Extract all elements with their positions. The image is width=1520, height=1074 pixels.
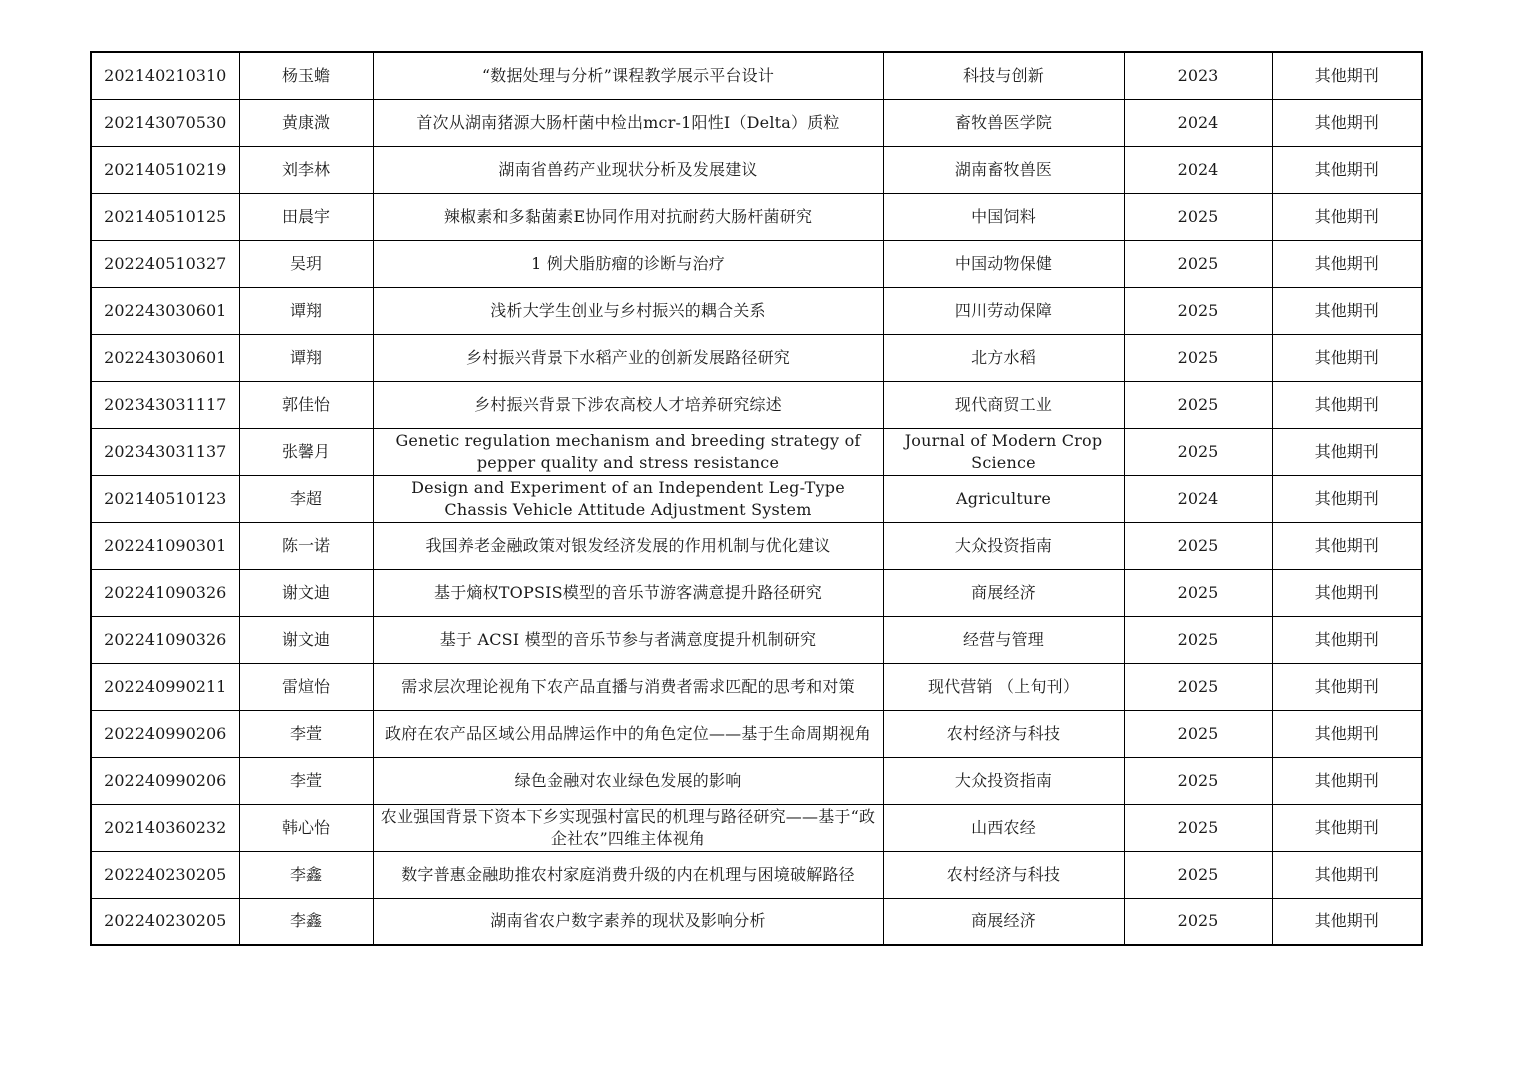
- category-cell: 其他期刊: [1272, 334, 1422, 381]
- paper-title-cell: 基于 ACSI 模型的音乐节参与者满意度提升机制研究: [373, 616, 883, 663]
- author-name-cell: 谭翔: [239, 287, 373, 334]
- student-id-cell: 202241090301: [91, 522, 239, 569]
- journal-name-cell: 现代营销 （上旬刊）: [883, 663, 1124, 710]
- year-cell: 2025: [1124, 193, 1272, 240]
- journal-name-cell: 科技与创新: [883, 52, 1124, 99]
- year-cell: 2025: [1124, 710, 1272, 757]
- author-name-cell: 谭翔: [239, 334, 373, 381]
- paper-title-cell: 首次从湖南猪源大肠杆菌中检出mcr-1阳性I（Delta）质粒: [373, 99, 883, 146]
- category-cell: 其他期刊: [1272, 287, 1422, 334]
- year-cell: 2025: [1124, 569, 1272, 616]
- author-name-cell: 杨玉蟾: [239, 52, 373, 99]
- author-name-cell: 吴玥: [239, 240, 373, 287]
- year-cell: 2025: [1124, 428, 1272, 475]
- student-id-cell: 202140510123: [91, 475, 239, 522]
- year-cell: 2024: [1124, 475, 1272, 522]
- year-cell: 2025: [1124, 898, 1272, 945]
- author-name-cell: 张馨月: [239, 428, 373, 475]
- author-name-cell: 李超: [239, 475, 373, 522]
- journal-name-cell: 四川劳动保障: [883, 287, 1124, 334]
- table-row: [91, 334, 1422, 381]
- journal-name-cell: 农村经济与科技: [883, 710, 1124, 757]
- table-row: [91, 99, 1422, 146]
- paper-title-cell: 浅析大学生创业与乡村振兴的耦合关系: [373, 287, 883, 334]
- category-cell: 其他期刊: [1272, 381, 1422, 428]
- journal-name-cell: Agriculture: [883, 475, 1124, 522]
- author-name-cell: 李鑫: [239, 898, 373, 945]
- journal-name-cell: 山西农经: [883, 804, 1124, 851]
- table-row: [91, 193, 1422, 240]
- table-row: [91, 851, 1422, 898]
- journal-name-cell: Journal of Modern Crop Science: [883, 428, 1124, 475]
- student-id-cell: 202243030601: [91, 334, 239, 381]
- paper-title-cell: 1 例犬脂肪瘤的诊断与治疗: [373, 240, 883, 287]
- year-cell: 2025: [1124, 522, 1272, 569]
- category-cell: 其他期刊: [1272, 569, 1422, 616]
- author-name-cell: 李萱: [239, 710, 373, 757]
- author-name-cell: 李萱: [239, 757, 373, 804]
- author-name-cell: 陈一诺: [239, 522, 373, 569]
- table-row: [91, 52, 1422, 99]
- author-name-cell: 谢文迪: [239, 569, 373, 616]
- category-cell: 其他期刊: [1272, 710, 1422, 757]
- category-cell: 其他期刊: [1272, 851, 1422, 898]
- journal-name-cell: 商展经济: [883, 569, 1124, 616]
- table-row: [91, 146, 1422, 193]
- publication-table: [90, 51, 1423, 946]
- author-name-cell: 黄康溦: [239, 99, 373, 146]
- paper-title-cell: 辣椒素和多黏菌素E协同作用对抗耐药大肠杆菌研究: [373, 193, 883, 240]
- paper-title-cell: Design and Experiment of an Independent Leg-Type Chassis Vehicle Attitude Adjustment System: [373, 475, 883, 522]
- year-cell: 2024: [1124, 146, 1272, 193]
- category-cell: 其他期刊: [1272, 99, 1422, 146]
- student-id-cell: 202240990206: [91, 710, 239, 757]
- year-cell: 2025: [1124, 663, 1272, 710]
- student-id-cell: 202240230205: [91, 851, 239, 898]
- table-row: [91, 381, 1422, 428]
- table-body: [91, 52, 1422, 945]
- student-id-cell: 202240990206: [91, 757, 239, 804]
- category-cell: 其他期刊: [1272, 146, 1422, 193]
- category-cell: 其他期刊: [1272, 428, 1422, 475]
- table-row: [91, 287, 1422, 334]
- author-name-cell: 田晨宇: [239, 193, 373, 240]
- student-id-cell: 202241090326: [91, 569, 239, 616]
- paper-title-cell: 乡村振兴背景下水稻产业的创新发展路径研究: [373, 334, 883, 381]
- year-cell: 2023: [1124, 52, 1272, 99]
- student-id-cell: 202140510125: [91, 193, 239, 240]
- student-id-cell: 202343031117: [91, 381, 239, 428]
- paper-title-cell: 基于熵权TOPSIS模型的音乐节游客满意提升路径研究: [373, 569, 883, 616]
- student-id-cell: 202240230205: [91, 898, 239, 945]
- journal-name-cell: 畜牧兽医学院: [883, 99, 1124, 146]
- category-cell: 其他期刊: [1272, 240, 1422, 287]
- year-cell: 2025: [1124, 757, 1272, 804]
- author-name-cell: 李鑫: [239, 851, 373, 898]
- paper-title-cell: 农业强国背景下资本下乡实现强村富民的机理与路径研究——基于“政企社农”四维主体视角: [373, 804, 883, 851]
- category-cell: 其他期刊: [1272, 804, 1422, 851]
- paper-title-cell: 需求层次理论视角下农产品直播与消费者需求匹配的思考和对策: [373, 663, 883, 710]
- student-id-cell: 202140510219: [91, 146, 239, 193]
- category-cell: 其他期刊: [1272, 898, 1422, 945]
- author-name-cell: 郭佳怡: [239, 381, 373, 428]
- year-cell: 2025: [1124, 616, 1272, 663]
- author-name-cell: 雷煊怡: [239, 663, 373, 710]
- paper-title-cell: 湖南省农户数字素养的现状及影响分析: [373, 898, 883, 945]
- journal-name-cell: 经营与管理: [883, 616, 1124, 663]
- student-id-cell: 202243030601: [91, 287, 239, 334]
- paper-title-cell: 绿色金融对农业绿色发展的影响: [373, 757, 883, 804]
- table-row: [91, 663, 1422, 710]
- author-name-cell: 刘李林: [239, 146, 373, 193]
- journal-name-cell: 中国饲料: [883, 193, 1124, 240]
- category-cell: 其他期刊: [1272, 193, 1422, 240]
- student-id-cell: 202343031137: [91, 428, 239, 475]
- table-row: [91, 898, 1422, 945]
- category-cell: 其他期刊: [1272, 522, 1422, 569]
- paper-title-cell: 乡村振兴背景下涉农高校人才培养研究综述: [373, 381, 883, 428]
- table-row: [91, 616, 1422, 663]
- journal-name-cell: 农村经济与科技: [883, 851, 1124, 898]
- category-cell: 其他期刊: [1272, 52, 1422, 99]
- journal-name-cell: 北方水稻: [883, 334, 1124, 381]
- category-cell: 其他期刊: [1272, 616, 1422, 663]
- paper-title-cell: 湖南省兽药产业现状分析及发展建议: [373, 146, 883, 193]
- year-cell: 2024: [1124, 99, 1272, 146]
- author-name-cell: 谢文迪: [239, 616, 373, 663]
- table-row: [91, 428, 1422, 475]
- category-cell: 其他期刊: [1272, 757, 1422, 804]
- category-cell: 其他期刊: [1272, 475, 1422, 522]
- student-id-cell: 202240510327: [91, 240, 239, 287]
- table-row: [91, 569, 1422, 616]
- table-row: [91, 240, 1422, 287]
- student-id-cell: 202140360232: [91, 804, 239, 851]
- year-cell: 2025: [1124, 287, 1272, 334]
- table-row: [91, 475, 1422, 522]
- student-id-cell: 202241090326: [91, 616, 239, 663]
- year-cell: 2025: [1124, 381, 1272, 428]
- table-row: [91, 804, 1422, 851]
- paper-title-cell: 数字普惠金融助推农村家庭消费升级的内在机理与困境破解路径: [373, 851, 883, 898]
- paper-title-cell: 我国养老金融政策对银发经济发展的作用机制与优化建议: [373, 522, 883, 569]
- student-id-cell: 202240990211: [91, 663, 239, 710]
- student-id-cell: 202143070530: [91, 99, 239, 146]
- author-name-cell: 韩心怡: [239, 804, 373, 851]
- category-cell: 其他期刊: [1272, 663, 1422, 710]
- year-cell: 2025: [1124, 804, 1272, 851]
- table-row: [91, 522, 1422, 569]
- year-cell: 2025: [1124, 334, 1272, 381]
- table-row: [91, 757, 1422, 804]
- paper-title-cell: 政府在农产品区域公用品牌运作中的角色定位——基于生命周期视角: [373, 710, 883, 757]
- journal-name-cell: 湖南畜牧兽医: [883, 146, 1124, 193]
- paper-title-cell: “数据处理与分析”课程教学展示平台设计: [373, 52, 883, 99]
- journal-name-cell: 商展经济: [883, 898, 1124, 945]
- paper-title-cell: Genetic regulation mechanism and breeding strategy of pepper quality and stress resistance: [373, 428, 883, 475]
- table-row: [91, 710, 1422, 757]
- year-cell: 2025: [1124, 240, 1272, 287]
- journal-name-cell: 中国动物保健: [883, 240, 1124, 287]
- year-cell: 2025: [1124, 851, 1272, 898]
- journal-name-cell: 大众投资指南: [883, 522, 1124, 569]
- journal-name-cell: 大众投资指南: [883, 757, 1124, 804]
- student-id-cell: 202140210310: [91, 52, 239, 99]
- journal-name-cell: 现代商贸工业: [883, 381, 1124, 428]
